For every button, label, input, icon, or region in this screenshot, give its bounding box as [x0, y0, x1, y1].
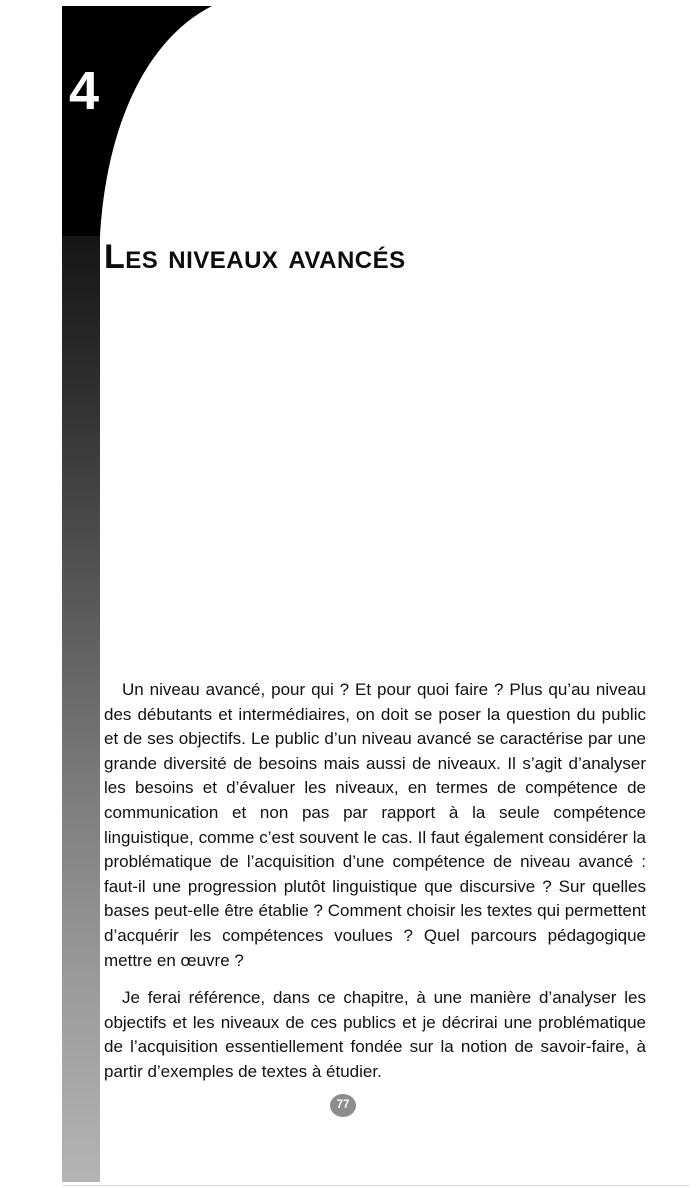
page-number: 77: [336, 1098, 350, 1111]
chapter-title: Les niveaux avancés: [104, 238, 406, 276]
paragraph-2: Je ferai référence, dans ce chapitre, à une manière d’analyser les objectifs et les niveaux de ces publics et je décrirai une problématique de l’acquisition essentiellement fondée sur la notion de savoir-faire, à partir d’exemples de textes à étudier.: [104, 988, 646, 1081]
page-edge-line: [62, 1185, 690, 1186]
body-text: [104, 678, 646, 1098]
chapter-tab: [62, 6, 212, 236]
page-number-badge: [330, 1094, 356, 1117]
paragraph-1: Un niveau avancé, pour qui ? Et pour quoi faire ? Plus qu’au niveau des débutants et intermédiaires, on doit se poser la question du public et de ses objectifs. Le public d’un niveau avancé se caractérise par une grande diversité de besoins mais aussi de niveaux. Il s’agit d’analyser les besoins et d’évaluer les niveaux, en termes de compétence de communication et non pas par rapport à la seule compétence linguistique, comme c’est souvent le cas. Il faut également considérer la problématique de l’acquisition d’une compétence de niveau avancé : faut-il une progression plutôt linguistique que discursive ? Sur quelles bases peut-elle être établie ? Comment choisir les textes qui permettent d’acquérir les compétences voulues ? Quel parcours pédagogique mettre en œuvre ?: [104, 680, 646, 970]
chapter-number: 4: [69, 61, 100, 121]
